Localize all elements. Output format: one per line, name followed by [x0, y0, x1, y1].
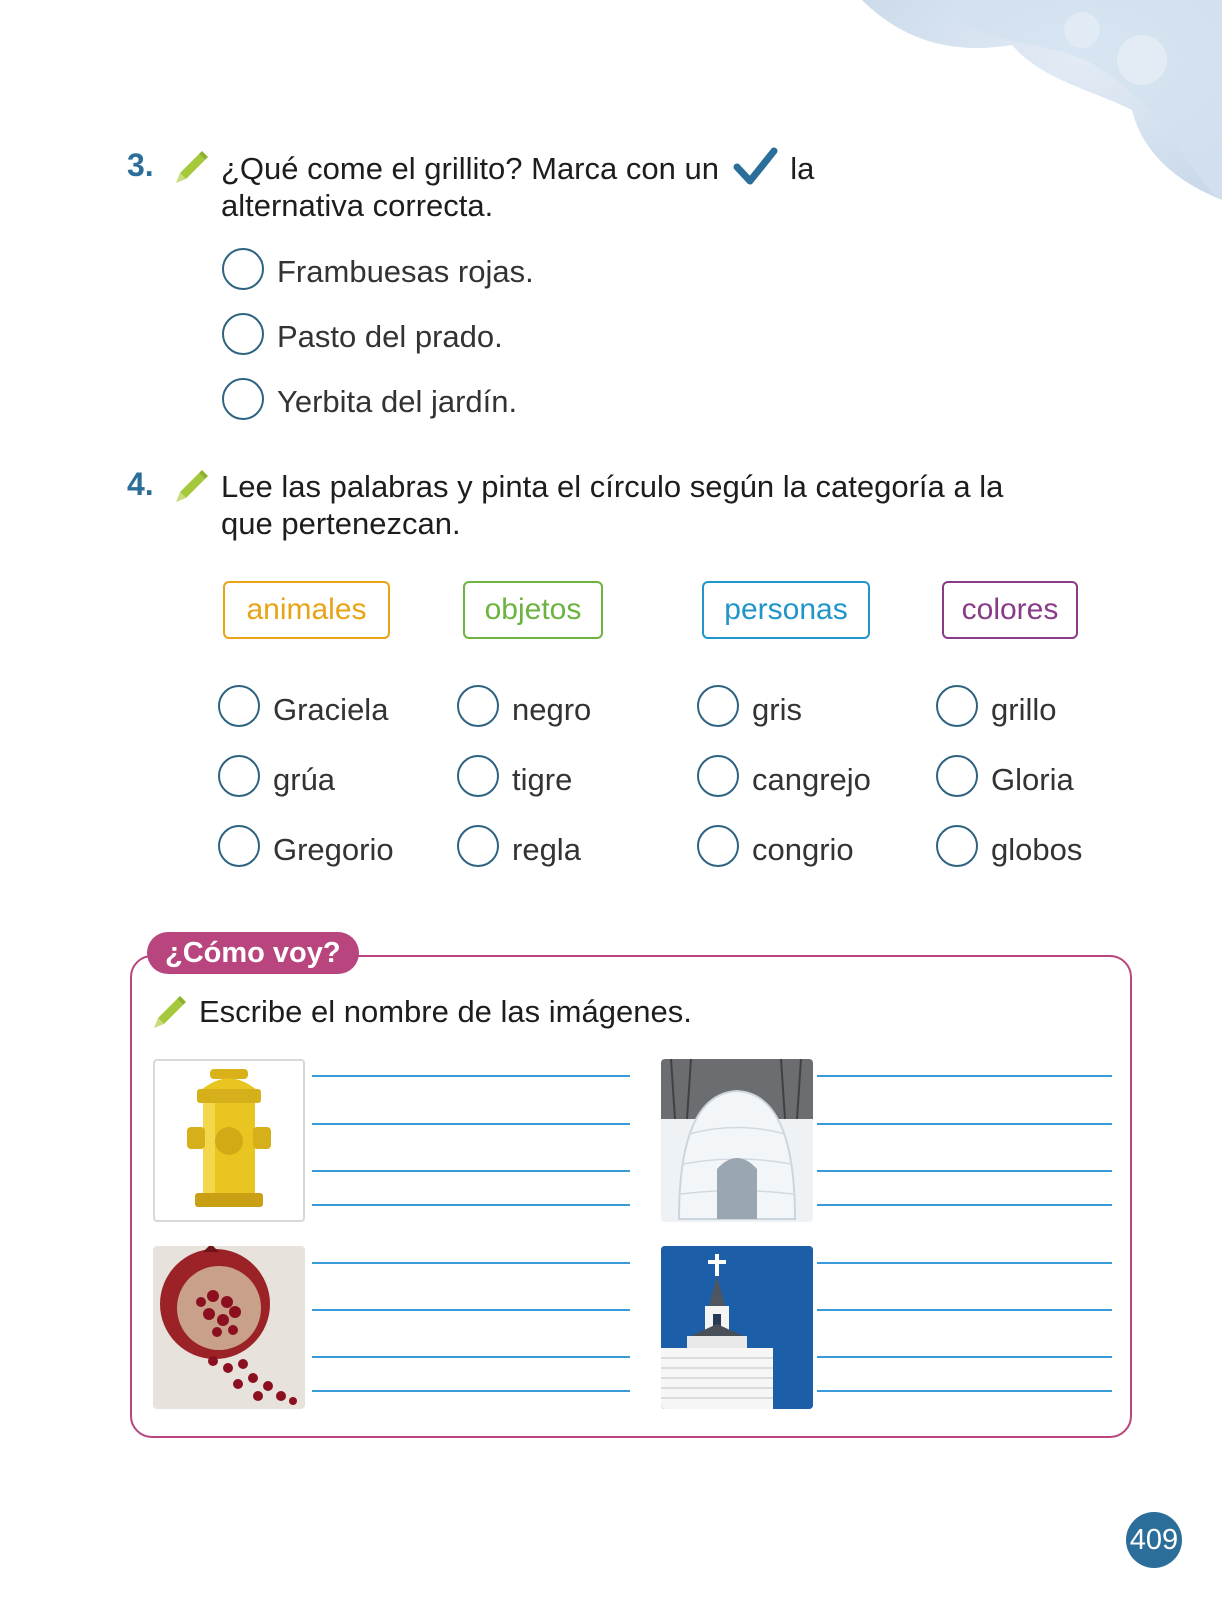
- como-voy-badge: ¿Cómo voy?: [147, 932, 359, 974]
- word-circle[interactable]: [936, 685, 978, 727]
- checkmark-icon: [732, 147, 778, 187]
- writing-line[interactable]: [312, 1075, 630, 1077]
- question-4-line1: Lee las palabras y pinta el círculo según la categoría a la: [221, 469, 1004, 504]
- question-3-after-check: la: [790, 151, 815, 186]
- word-circle[interactable]: [936, 755, 978, 797]
- word-circle[interactable]: [218, 685, 260, 727]
- category-personas: personas: [702, 581, 870, 639]
- church-steeple-image: [661, 1246, 813, 1409]
- pomegranate-image: [153, 1246, 305, 1409]
- word-circle[interactable]: [697, 825, 739, 867]
- word-label: Gloria: [991, 762, 1074, 797]
- pencil-icon: [150, 990, 190, 1030]
- question-3-text: [221, 147, 814, 224]
- category-objetos: objetos: [463, 581, 603, 639]
- word-label: congrio: [752, 832, 854, 867]
- word-label: gris: [752, 692, 802, 727]
- writing-line[interactable]: [817, 1204, 1112, 1206]
- option-label: Frambuesas rojas.: [277, 254, 534, 289]
- writing-line[interactable]: [312, 1123, 630, 1125]
- word-circle[interactable]: [936, 825, 978, 867]
- word-circle[interactable]: [457, 825, 499, 867]
- word-circle[interactable]: [697, 755, 739, 797]
- writing-line[interactable]: [817, 1390, 1112, 1392]
- writing-line[interactable]: [817, 1123, 1112, 1125]
- word-label: grúa: [273, 762, 336, 797]
- como-voy-instruction: Escribe el nombre de las imágenes.: [199, 994, 692, 1029]
- pencil-icon: [172, 464, 212, 504]
- word-label: Gregorio: [273, 832, 394, 867]
- fire-hydrant-image: [153, 1059, 305, 1222]
- word-circle[interactable]: [218, 825, 260, 867]
- option-circle[interactable]: [222, 248, 264, 290]
- question-3-number: 3.: [127, 147, 154, 183]
- option-label: Pasto del prado.: [277, 319, 503, 354]
- writing-line[interactable]: [817, 1356, 1112, 1358]
- word-label: regla: [512, 832, 581, 867]
- question-4-line2: que pertenezcan.: [221, 506, 461, 541]
- page-number: 409: [1126, 1512, 1182, 1568]
- option-label: Yerbita del jardín.: [277, 384, 518, 419]
- word-label: cangrejo: [752, 762, 871, 797]
- word-label: grillo: [991, 692, 1057, 727]
- category-animales: animales: [223, 581, 390, 639]
- category-colores: colores: [942, 581, 1078, 639]
- question-3-line2: alternativa correcta.: [221, 188, 494, 223]
- writing-line[interactable]: [817, 1309, 1112, 1311]
- writing-line[interactable]: [312, 1262, 630, 1264]
- word-circle[interactable]: [457, 755, 499, 797]
- writing-line[interactable]: [312, 1170, 630, 1172]
- word-label: tigre: [512, 762, 573, 797]
- question-4-number: 4.: [127, 466, 154, 502]
- word-circle[interactable]: [697, 685, 739, 727]
- pencil-icon: [172, 145, 212, 185]
- option-circle[interactable]: [222, 378, 264, 420]
- writing-line[interactable]: [817, 1075, 1112, 1077]
- writing-line[interactable]: [312, 1309, 630, 1311]
- cloud-decoration: [842, 0, 1222, 220]
- question-3-line1: ¿Qué come el grillito? Marca con un: [221, 151, 719, 186]
- option-circle[interactable]: [222, 313, 264, 355]
- writing-line[interactable]: [312, 1204, 630, 1206]
- writing-line[interactable]: [312, 1390, 630, 1392]
- writing-line[interactable]: [312, 1356, 630, 1358]
- writing-line[interactable]: [817, 1170, 1112, 1172]
- word-label: Graciela: [273, 692, 389, 727]
- question-4-text: [221, 468, 1003, 542]
- igloo-image: [661, 1059, 813, 1222]
- word-label: globos: [991, 832, 1083, 867]
- writing-line[interactable]: [817, 1262, 1112, 1264]
- word-circle[interactable]: [218, 755, 260, 797]
- word-circle[interactable]: [457, 685, 499, 727]
- word-label: negro: [512, 692, 592, 727]
